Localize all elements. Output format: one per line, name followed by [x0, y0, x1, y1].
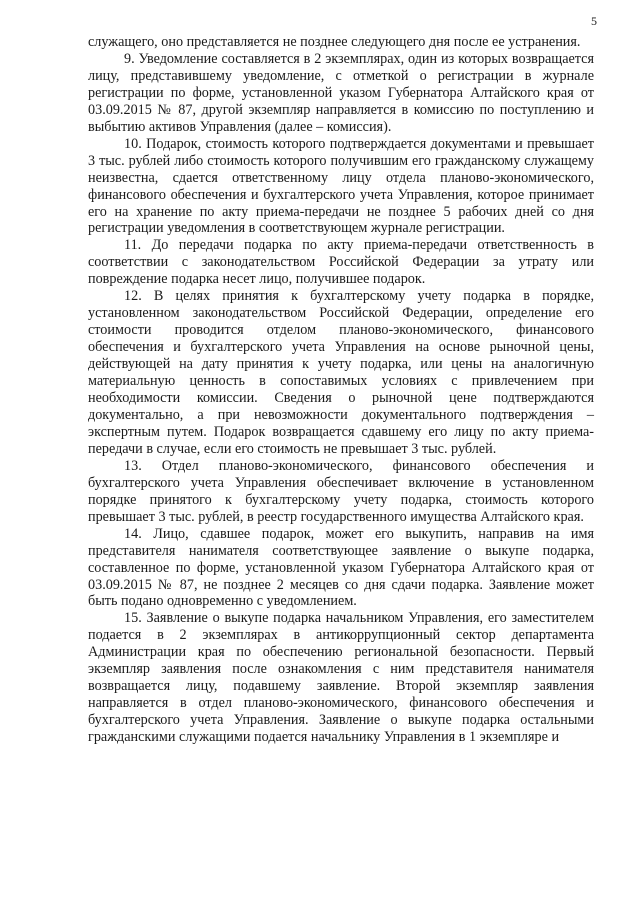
paragraph-9: 9. Уведомление составляется в 2 экземплярах, один из которых возвращается лицу, представившему уведомление, с отметкой о регистрации в журнале регистрации по форме, установленной указом Губернатора Алтайского края от 03.09.2015 № 87, другой экземпляр направляется в комиссию по поступлению и выбытию активов Управления (далее – комиссия). [88, 50, 594, 135]
paragraph-continuation: служащего, оно представляется не позднее следующего дня после ее устранения. [88, 34, 581, 50]
paragraph-15: 15. Заявление о выкупе подарка начальником Управления, его заместителем подается в 2 экземплярах в антикоррупционный сектор департамента Администрации края по обеспечению региональной безопасности. Первый экземпляр заявления после ознакомления с ним представителя нанимателя возвращается лицу, подавшему заявление. Второй экземпляр заявления направляется в отдел планово-экономического, финансового обеспечения и бухгалтерского учета Управления. Заявление о выкупе подарка остальными гражданскими служащими подается начальнику Управления в 1 экземпляре и [88, 610, 594, 746]
paragraph-11: 11. До передачи подарка по акту приема-передачи ответственность в соответствии с законодательством Российской Федерации за утрату или повреждение подарка несет лицо, получившее подарок. [88, 237, 594, 288]
paragraph-13: 13. Отдел планово-экономического, финансового обеспечения и бухгалтерского учета Управления обеспечивает включение в установленном порядке принятого к бухгалтерскому учету подарка, стоимость которого превышает 3 тыс. рублей, в реестр государственного имущества Алтайского края. [88, 457, 594, 525]
document-body [88, 34, 594, 746]
paragraph-10: 10. Подарок, стоимость которого подтверждается документами и превышает 3 тыс. рублей либо стоимость которого получившим его гражданскому служащему неизвестна, сдается ответственному лицу отдела планово-экономического, финансового обеспечения и бухгалтерского учета Управления, которое принимает его на хранение по акту приема-передачи не позднее 5 рабочих дней со дня регистрации уведомления в соответствующем журнале регистрации. [88, 135, 594, 237]
paragraph-14: 14. Лицо, сдавшее подарок, может его выкупить, направив на имя представителя нанимателя соответствующее заявление о выкупе подарка, составленное по форме, установленной указом Губернатора Алтайского края от 03.09.2015 № 87, не позднее 2 месяцев со дня сдачи подарка. Заявление может быть подано одновременно с уведомлением. [88, 525, 594, 610]
paragraph-12: 12. В целях принятия к бухгалтерскому учету подарка в порядке, установленном законодательством Российской Федерации, определение его стоимости проводится отделом планово-экономического, финансового обеспечения и бухгалтерского учета Управления на основе рыночной цены, действующей на дату принятия к учету подарка, или цены на аналогичную материальную ценность в сопоставимых условиях с привлечением при необходимости комиссии. Сведения о рыночной цене подтверждаются документально, а при невозможности документального подтверждения – экспертным путем. Подарок возвращается сдавшему его лицу по акту приема-передачи в случае, если его стоимость не превышает 3 тыс. рублей. [88, 288, 594, 457]
page-number: 5 [591, 14, 597, 28]
